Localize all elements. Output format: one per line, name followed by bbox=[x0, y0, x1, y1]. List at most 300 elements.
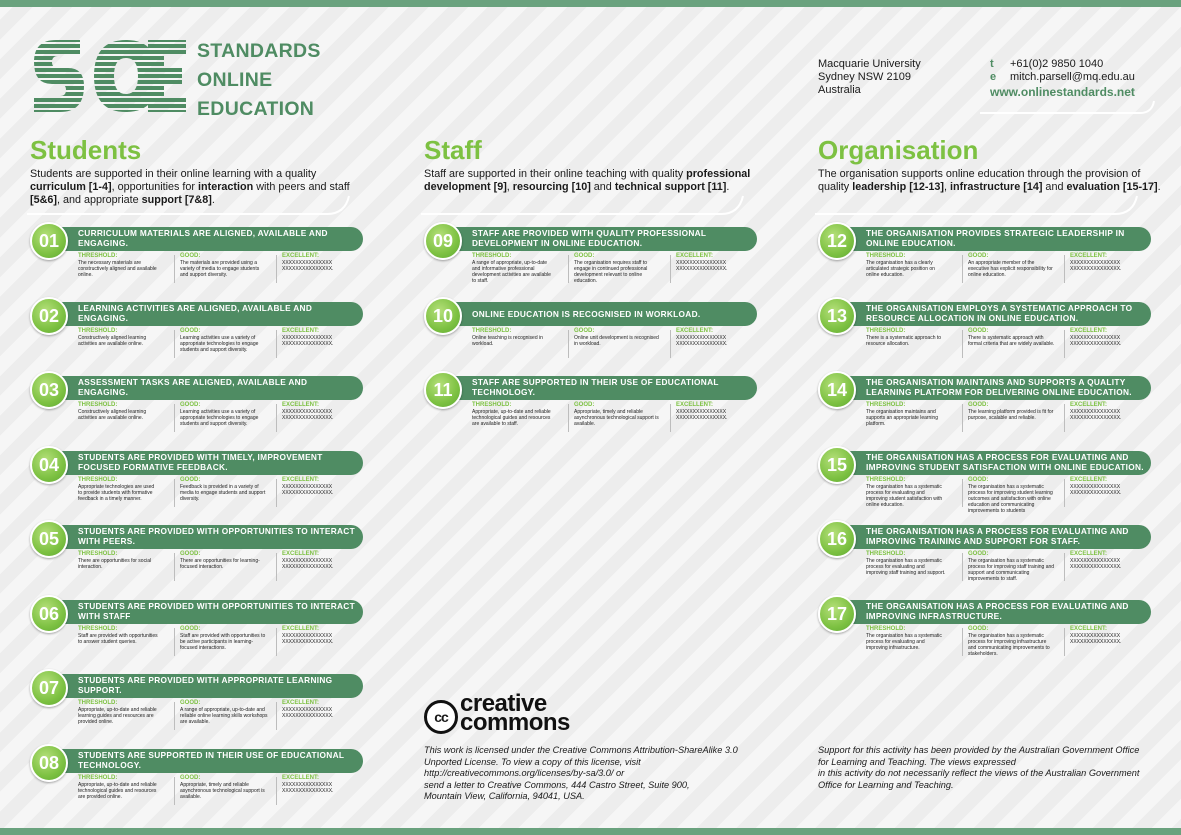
threshold-text: The organisation has a clearly articulated strategic position on online education. bbox=[866, 260, 935, 278]
intro-text: , opportunities for bbox=[111, 181, 199, 193]
good-label: GOOD: bbox=[180, 402, 201, 408]
good-level bbox=[574, 402, 662, 427]
threshold-label: THRESHOLD: bbox=[866, 551, 906, 557]
good-level bbox=[180, 328, 268, 353]
license-line: Mountain View, California, 94041, USA. bbox=[424, 791, 585, 801]
license-link[interactable]: http://creativecommons.org/licenses/by-sa/3.0/ or bbox=[424, 768, 625, 778]
section-intro bbox=[818, 168, 1163, 194]
excellent-level bbox=[282, 775, 352, 794]
good-label: GOOD: bbox=[968, 402, 989, 408]
good-label: GOOD: bbox=[180, 774, 201, 781]
good-level bbox=[968, 626, 1056, 657]
excellent-label: EXCELLENT: bbox=[1070, 327, 1108, 334]
header-curve-decoration bbox=[980, 95, 1160, 115]
standard-title: ONLINE EDUCATION IS RECOGNISED IN WORKLOAD. bbox=[472, 308, 701, 319]
support-line: for Learning and Teaching. The views expressed bbox=[818, 756, 1016, 767]
threshold-text: The organisation has a systematic process for evaluating and improving student satisfaction with online education. bbox=[866, 483, 943, 508]
excellent-level bbox=[282, 626, 352, 645]
good-text: The organisation has a systematic process for improving infrastructure and communicating improvements to stakeholders. bbox=[968, 632, 1050, 657]
threshold-label: THRESHOLD: bbox=[866, 327, 906, 334]
good-text: The organisation has a systematic process for improving staff training and support and communicating improvements to staff. bbox=[968, 558, 1055, 582]
standard-item bbox=[30, 225, 375, 293]
intro-text: . bbox=[726, 181, 730, 193]
threshold-text: Online teaching is recognised in workload. bbox=[472, 334, 543, 347]
standard-item bbox=[818, 300, 1163, 368]
cc-word: commons bbox=[460, 709, 570, 736]
section-heading: Staff bbox=[424, 135, 482, 165]
level-divider bbox=[174, 553, 175, 581]
excellent-label: EXCELLENT: bbox=[282, 253, 320, 259]
standard-title-bar bbox=[48, 749, 363, 773]
good-text: An appropriate member of the executive has explicit responsibility for online education. bbox=[968, 260, 1053, 278]
standard-title-bar bbox=[48, 525, 363, 549]
phone-number[interactable]: +61(0)2 9850 1040 bbox=[1010, 58, 1104, 70]
standard-title: LEARNING ACTIVITIES ARE ALIGNED, AVAILABLE AND ENGAGING. bbox=[78, 302, 313, 323]
level-divider bbox=[276, 702, 277, 730]
good-level bbox=[968, 477, 1056, 514]
good-level bbox=[180, 402, 268, 427]
good-label: GOOD: bbox=[180, 700, 201, 706]
excellent-level bbox=[282, 253, 352, 272]
standard-title-bar bbox=[836, 525, 1151, 549]
threshold-text: The necessary materials are constructively aligned and available online. bbox=[78, 260, 157, 278]
good-text: Appropriate, timely and reliable asynchronous technological support is available. bbox=[180, 781, 265, 800]
level-divider bbox=[568, 330, 569, 358]
intro-text: Students are supported in their online learning with a quality bbox=[30, 168, 317, 180]
good-text: Learning activities use a variety of appropriate technologies to engage students and support diversity. bbox=[180, 334, 259, 353]
address-line: Australia bbox=[818, 84, 861, 96]
level-divider bbox=[174, 777, 175, 805]
license-text bbox=[424, 745, 744, 803]
standard-title-bar bbox=[836, 376, 1151, 400]
section-intro bbox=[424, 168, 769, 194]
threshold-text: Appropriate, up-to-date and reliable technological guides and resources are provided online. bbox=[78, 781, 157, 800]
good-text: A range of appropriate, up-to-date and reliable online learning skills workshops are available. bbox=[180, 707, 268, 725]
intro-emphasis: resourcing [10] bbox=[512, 181, 591, 193]
good-label: GOOD: bbox=[968, 476, 989, 483]
excellent-text: XXXXXXXXXXXXXXX XXXXXXXXXXXXXXX. bbox=[676, 409, 728, 421]
threshold-level bbox=[78, 253, 158, 278]
good-label: GOOD: bbox=[574, 253, 595, 259]
support-line: Office for Learning and Teaching. bbox=[818, 779, 954, 790]
threshold-label: THRESHOLD: bbox=[78, 625, 118, 632]
good-level bbox=[180, 551, 268, 570]
intro-emphasis: technical support [11] bbox=[614, 181, 727, 193]
logo-line: ONLINE bbox=[197, 69, 273, 91]
threshold-level bbox=[866, 626, 946, 651]
standard-title: STUDENTS ARE SUPPORTED IN THEIR USE OF EDUCATIONAL TECHNOLOGY. bbox=[78, 749, 345, 770]
excellent-text: XXXXXXXXXXXXXXX XXXXXXXXXXXXXXX. bbox=[1070, 334, 1122, 347]
standard-item bbox=[30, 672, 375, 740]
excellent-text: XXXXXXXXXXXXXXX XXXXXXXXXXXXXXX. bbox=[282, 260, 334, 272]
standard-title-bar bbox=[48, 451, 363, 475]
intro-text: , bbox=[506, 181, 513, 193]
threshold-text: The organisation maintains and supports an appropriate learning platform. bbox=[866, 409, 938, 427]
address-line: Sydney NSW 2109 bbox=[818, 71, 911, 83]
level-divider bbox=[174, 479, 175, 507]
good-label: GOOD: bbox=[180, 253, 201, 259]
intro-text: and bbox=[590, 181, 615, 193]
good-text: Learning activities use a variety of appropriate technologies to engage students and support diversity. bbox=[180, 409, 259, 427]
intro-emphasis: support [7&8] bbox=[141, 194, 212, 206]
threshold-text: Appropriate, up-to-date and reliable technological guides and resources are available to staff. bbox=[472, 409, 551, 427]
level-divider bbox=[568, 404, 569, 432]
standard-number-badge: 05 bbox=[30, 520, 68, 558]
standard-title: CURRICULUM MATERIALS ARE ALIGNED, AVAILABLE AND ENGAGING. bbox=[78, 228, 328, 248]
standard-title-bar bbox=[836, 227, 1151, 251]
standard-number-badge: 09 bbox=[424, 222, 462, 260]
standard-item bbox=[424, 225, 769, 293]
excellent-text: XXXXXXXXXXXXXXX XXXXXXXXXXXXXXX. bbox=[282, 632, 334, 645]
threshold-text: Constructively aligned learning activities are available online. bbox=[78, 334, 147, 347]
standard-title: THE ORGANISATION HAS A PROCESS FOR EVALUATING AND IMPROVING INFRASTRUCTURE. bbox=[866, 600, 1129, 621]
excellent-level bbox=[1070, 253, 1140, 272]
level-divider bbox=[962, 330, 963, 358]
threshold-level bbox=[866, 253, 946, 278]
good-text: Online unit development is recognised in workload. bbox=[574, 334, 659, 347]
logo-line: EDUCATION bbox=[197, 98, 315, 120]
standard-number-badge: 08 bbox=[30, 744, 68, 782]
good-level bbox=[180, 477, 268, 502]
level-divider bbox=[174, 628, 175, 656]
excellent-text: XXXXXXXXXXXXXXX XXXXXXXXXXXXXXX. bbox=[1070, 409, 1122, 421]
good-label: GOOD: bbox=[574, 402, 595, 408]
intro-text: . bbox=[211, 194, 215, 206]
excellent-text: XXXXXXXXXXXXXXX XXXXXXXXXXXXXXX. bbox=[676, 260, 728, 272]
level-divider bbox=[276, 628, 277, 656]
threshold-label: THRESHOLD: bbox=[78, 551, 118, 557]
standard-number-badge: 01 bbox=[30, 222, 68, 260]
standard-item bbox=[30, 598, 375, 666]
standard-item bbox=[818, 374, 1163, 442]
excellent-level bbox=[282, 402, 352, 421]
level-divider bbox=[276, 255, 277, 283]
good-level bbox=[968, 328, 1056, 347]
standard-number-badge: 14 bbox=[818, 371, 856, 409]
excellent-text: XXXXXXXXXXXXXXX XXXXXXXXXXXXXXX. bbox=[1070, 483, 1122, 496]
logo-line: STANDARDS bbox=[197, 40, 321, 62]
bottom-accent-bar bbox=[0, 828, 1181, 835]
excellent-label: EXCELLENT: bbox=[1070, 253, 1108, 259]
threshold-text: The organisation has a systematic process for evaluating and improving infrastructure. bbox=[866, 632, 942, 651]
threshold-text: Appropriate technologies are used to provide students with formative feedback in a timely manner. bbox=[78, 483, 155, 502]
excellent-level bbox=[676, 328, 746, 347]
standard-title-bar bbox=[836, 600, 1151, 624]
top-accent-bar bbox=[0, 0, 1181, 7]
level-divider bbox=[174, 702, 175, 730]
email-key: e bbox=[990, 71, 997, 83]
threshold-label: THRESHOLD: bbox=[866, 476, 906, 483]
good-label: GOOD: bbox=[180, 551, 201, 557]
intro-text: , and appropriate bbox=[57, 194, 142, 206]
level-divider bbox=[962, 255, 963, 283]
excellent-label: EXCELLENT: bbox=[282, 476, 320, 483]
standard-title: THE ORGANISATION HAS A PROCESS FOR EVALUATING AND IMPROVING STUDENT SATISFACTION WITH ONLINE EDUCATION. bbox=[866, 451, 1144, 472]
intro-text: with peers and staff bbox=[253, 181, 350, 193]
threshold-level bbox=[78, 477, 158, 502]
good-level bbox=[180, 253, 268, 278]
standard-title: STUDENTS ARE PROVIDED WITH OPPORTUNITIES TO INTERACT WITH PEERS. bbox=[78, 526, 355, 546]
standard-number-badge: 11 bbox=[424, 371, 462, 409]
standard-number-badge: 06 bbox=[30, 595, 68, 633]
excellent-text: XXXXXXXXXXXXXXX XXXXXXXXXXXXXXX. bbox=[282, 558, 334, 570]
level-divider bbox=[962, 479, 963, 507]
level-divider bbox=[276, 553, 277, 581]
good-level bbox=[180, 775, 268, 800]
good-label: GOOD: bbox=[968, 551, 989, 557]
excellent-label: EXCELLENT: bbox=[1070, 402, 1108, 408]
threshold-text: Constructively aligned learning activities are available online. bbox=[78, 409, 147, 421]
good-label: GOOD: bbox=[180, 327, 201, 334]
level-divider bbox=[276, 404, 277, 432]
standard-title: THE ORGANISATION EMPLOYS A SYSTEMATIC APPROACH TO RESOURCE ALLOCATION IN ONLINE EDUCATION. bbox=[866, 302, 1133, 323]
intro-emphasis: [5&6] bbox=[30, 194, 57, 206]
standard-title-bar bbox=[442, 302, 757, 326]
cc-icon: cc bbox=[424, 700, 458, 734]
excellent-text: XXXXXXXXXXXXXXX XXXXXXXXXXXXXXX. bbox=[676, 334, 728, 347]
excellent-label: EXCELLENT: bbox=[282, 700, 320, 706]
standard-number-badge: 04 bbox=[30, 446, 68, 484]
good-text: Staff are provided with opportunities to be active participants in learning-focused interactions. bbox=[180, 632, 266, 651]
threshold-text: A range of appropriate, up-to-date and informative professional development activities are available to staff. bbox=[472, 260, 551, 284]
level-divider bbox=[670, 255, 671, 283]
good-label: GOOD: bbox=[180, 625, 201, 632]
good-level bbox=[180, 700, 268, 725]
excellent-text: XXXXXXXXXXXXXXX XXXXXXXXXXXXXXX. bbox=[282, 409, 334, 421]
good-text: The organisation has a systematic process for improving student learning outcomes and satisfaction with online education and communicating improvements to students bbox=[968, 483, 1053, 514]
good-text: The materials are provided using a variety of media to engage students and support diversity. bbox=[180, 260, 260, 278]
soe-logo bbox=[30, 38, 188, 114]
good-level bbox=[180, 626, 268, 651]
license-line: Unported License. To view a copy of this license, visit bbox=[424, 756, 641, 767]
standard-number-badge: 15 bbox=[818, 446, 856, 484]
standard-title: THE ORGANISATION HAS A PROCESS FOR EVALUATING AND IMPROVING TRAINING AND SUPPORT FOR STAFF. bbox=[866, 526, 1129, 546]
section-heading: Students bbox=[30, 135, 142, 165]
threshold-label: THRESHOLD: bbox=[472, 327, 512, 334]
standard-item bbox=[818, 225, 1163, 293]
intro-text: The organisation supports online education through the provision of quality bbox=[818, 168, 1141, 193]
intro-text: . bbox=[1157, 181, 1161, 193]
standard-title-bar bbox=[442, 376, 757, 400]
threshold-level bbox=[866, 551, 946, 576]
standard-title-bar bbox=[442, 227, 757, 251]
level-divider bbox=[1064, 330, 1065, 358]
level-divider bbox=[174, 255, 175, 283]
phone-key: t bbox=[990, 58, 994, 70]
threshold-label: THRESHOLD: bbox=[78, 402, 118, 408]
level-divider bbox=[1064, 404, 1065, 432]
standard-title: THE ORGANISATION PROVIDES STRATEGIC LEADERSHIP IN ONLINE EDUCATION. bbox=[866, 228, 1125, 248]
excellent-text: XXXXXXXXXXXXXXX XXXXXXXXXXXXXXX. bbox=[1070, 558, 1122, 570]
level-divider bbox=[1064, 479, 1065, 507]
threshold-text: There is a systematic approach to resource allocation. bbox=[866, 334, 942, 347]
threshold-level bbox=[866, 402, 946, 427]
standard-number-badge: 16 bbox=[818, 520, 856, 558]
excellent-text: XXXXXXXXXXXXXXX XXXXXXXXXXXXXXX. bbox=[282, 334, 334, 347]
standard-number-badge: 02 bbox=[30, 297, 68, 335]
threshold-level bbox=[78, 700, 158, 725]
threshold-level bbox=[866, 477, 946, 508]
threshold-label: THRESHOLD: bbox=[78, 476, 118, 483]
excellent-level bbox=[1070, 402, 1140, 421]
excellent-label: EXCELLENT: bbox=[676, 402, 714, 408]
intro-text: , bbox=[944, 181, 951, 193]
excellent-label: EXCELLENT: bbox=[282, 625, 320, 632]
good-label: GOOD: bbox=[968, 253, 989, 259]
intro-text: Staff are supported in their online teaching with quality bbox=[424, 168, 687, 180]
standard-number-badge: 17 bbox=[818, 595, 856, 633]
threshold-label: THRESHOLD: bbox=[78, 700, 118, 706]
good-text: The organisation requires staff to engage in continued professional development relevant to online education. bbox=[574, 260, 648, 284]
level-divider bbox=[670, 330, 671, 358]
intro-emphasis: curriculum [1-4] bbox=[30, 181, 112, 193]
excellent-level bbox=[1070, 477, 1140, 496]
threshold-label: THRESHOLD: bbox=[866, 402, 906, 408]
excellent-level bbox=[1070, 328, 1140, 347]
good-label: GOOD: bbox=[180, 476, 201, 483]
email-link[interactable]: mitch.parsell@mq.edu.au bbox=[1010, 71, 1135, 83]
excellent-text: XXXXXXXXXXXXXXX XXXXXXXXXXXXXXX. bbox=[282, 707, 334, 719]
standard-item bbox=[30, 747, 375, 815]
excellent-level bbox=[676, 402, 746, 421]
contact-block bbox=[990, 58, 1135, 99]
level-divider bbox=[276, 777, 277, 805]
standard-number-badge: 03 bbox=[30, 371, 68, 409]
excellent-label: EXCELLENT: bbox=[282, 551, 320, 557]
threshold-level bbox=[78, 328, 158, 347]
standard-title-bar bbox=[48, 227, 363, 251]
excellent-label: EXCELLENT: bbox=[676, 253, 714, 259]
excellent-text: XXXXXXXXXXXXXXX XXXXXXXXXXXXXXX. bbox=[282, 483, 334, 496]
good-label: GOOD: bbox=[574, 327, 595, 334]
excellent-label: EXCELLENT: bbox=[282, 402, 320, 408]
standard-title: STUDENTS ARE PROVIDED WITH TIMELY, IMPROVEMENT FOCUSED FORMATIVE FEEDBACK. bbox=[78, 451, 323, 472]
standard-title: ASSESSMENT TASKS ARE ALIGNED, AVAILABLE AND ENGAGING. bbox=[78, 377, 308, 397]
excellent-level bbox=[676, 253, 746, 272]
excellent-level bbox=[282, 477, 352, 496]
excellent-text: XXXXXXXXXXXXXXX XXXXXXXXXXXXXXX. bbox=[1070, 260, 1122, 272]
good-level bbox=[574, 253, 662, 284]
standard-item bbox=[818, 598, 1163, 666]
good-level bbox=[968, 551, 1056, 582]
threshold-level bbox=[472, 253, 552, 284]
standard-number-badge: 10 bbox=[424, 297, 462, 335]
level-divider bbox=[962, 404, 963, 432]
excellent-label: EXCELLENT: bbox=[1070, 476, 1108, 483]
standard-title: THE ORGANISATION MAINTAINS AND SUPPORTS A QUALITY LEARNING PLATFORM FOR DELIVERING ONLINE EDUCATION. bbox=[866, 377, 1132, 397]
standard-item bbox=[424, 300, 769, 368]
standard-title-bar bbox=[836, 451, 1151, 475]
threshold-level bbox=[472, 402, 552, 427]
good-text: There is systematic approach with formal criteria that are widely available. bbox=[968, 334, 1055, 347]
standard-item bbox=[424, 374, 769, 442]
support-line: in this activity do not necessarily reflect the views of the Australian Government bbox=[818, 768, 1140, 778]
staff-column bbox=[424, 135, 769, 427]
intro-emphasis: leadership [12-13] bbox=[852, 181, 945, 193]
standard-title-bar bbox=[48, 302, 363, 326]
license-line: send a letter to Creative Commons, 444 Castro Street, Suite 900, bbox=[424, 779, 690, 790]
address-line: Macquarie University bbox=[818, 58, 921, 70]
standard-item bbox=[818, 523, 1163, 591]
standard-title: STUDENTS ARE PROVIDED WITH OPPORTUNITIES TO INTERACT WITH STAFF bbox=[78, 600, 355, 621]
standard-number-badge: 07 bbox=[30, 669, 68, 707]
section-intro bbox=[30, 168, 375, 207]
license-line: This work is licensed under the Creative Commons Attribution-ShareAlike 3.0 bbox=[424, 745, 738, 755]
excellent-level bbox=[1070, 626, 1140, 645]
level-divider bbox=[1064, 255, 1065, 283]
threshold-label: THRESHOLD: bbox=[866, 625, 906, 632]
support-statement bbox=[818, 745, 1148, 791]
intro-emphasis: evaluation [15-17] bbox=[1066, 181, 1158, 193]
address bbox=[818, 58, 921, 97]
excellent-label: EXCELLENT: bbox=[1070, 551, 1108, 557]
standard-title-bar bbox=[48, 600, 363, 624]
threshold-text: The organisation has a systematic process for evaluating and improving staff training and support. bbox=[866, 558, 946, 576]
level-divider bbox=[174, 330, 175, 358]
threshold-level bbox=[78, 626, 158, 645]
cc-word: creative bbox=[460, 690, 547, 717]
standard-item bbox=[818, 449, 1163, 517]
level-divider bbox=[670, 404, 671, 432]
excellent-level bbox=[282, 328, 352, 347]
standard-item bbox=[30, 523, 375, 591]
support-line: Support for this activity has been provided by the Australian Government Office bbox=[818, 745, 1140, 755]
level-divider bbox=[276, 330, 277, 358]
threshold-label: THRESHOLD: bbox=[472, 253, 512, 259]
excellent-label: EXCELLENT: bbox=[282, 327, 320, 334]
threshold-level bbox=[866, 328, 946, 347]
good-text: Feedback is provided in a variety of media to engage students and support diversity. bbox=[180, 483, 266, 502]
level-divider bbox=[962, 628, 963, 656]
threshold-level bbox=[472, 328, 552, 347]
excellent-label: EXCELLENT: bbox=[282, 774, 320, 781]
threshold-label: THRESHOLD: bbox=[78, 253, 118, 259]
standard-item bbox=[30, 300, 375, 368]
standard-title: STUDENTS ARE PROVIDED WITH APPROPRIATE LEARNING SUPPORT. bbox=[78, 675, 333, 695]
intro-emphasis: interaction bbox=[198, 181, 254, 193]
students-column bbox=[30, 135, 375, 800]
standard-number-badge: 12 bbox=[818, 222, 856, 260]
threshold-label: THRESHOLD: bbox=[866, 253, 906, 259]
creative-commons-logo bbox=[424, 690, 604, 736]
intro-text: and bbox=[1042, 181, 1067, 193]
standard-title: STAFF ARE PROVIDED WITH QUALITY PROFESSIONAL DEVELOPMENT IN ONLINE EDUCATION. bbox=[472, 228, 707, 248]
website-link[interactable]: www.onlinestandards.net bbox=[990, 85, 1135, 99]
threshold-level bbox=[78, 551, 158, 570]
section-heading: Organisation bbox=[818, 135, 979, 165]
standard-title-bar bbox=[48, 674, 363, 698]
intro-emphasis: professional development [9] bbox=[424, 168, 751, 193]
level-divider bbox=[174, 404, 175, 432]
good-text: There are opportunities for learning-focused interaction. bbox=[180, 558, 260, 570]
level-divider bbox=[568, 255, 569, 283]
good-level bbox=[968, 253, 1056, 278]
excellent-level bbox=[282, 700, 352, 719]
level-divider bbox=[1064, 553, 1065, 581]
intro-emphasis: infrastructure [14] bbox=[950, 181, 1043, 193]
standard-title: STAFF ARE SUPPORTED IN THEIR USE OF EDUCATIONAL TECHNOLOGY. bbox=[472, 377, 719, 397]
good-label: GOOD: bbox=[968, 625, 989, 632]
standard-number-badge: 13 bbox=[818, 297, 856, 335]
threshold-level bbox=[78, 775, 158, 800]
standard-title-bar bbox=[836, 302, 1151, 326]
level-divider bbox=[276, 479, 277, 507]
excellent-level bbox=[282, 551, 352, 570]
excellent-text: XXXXXXXXXXXXXXX XXXXXXXXXXXXXXX. bbox=[1070, 632, 1122, 645]
level-divider bbox=[962, 553, 963, 581]
threshold-text: Staff are provided with opportunities to answer student queries. bbox=[78, 632, 158, 645]
good-label: GOOD: bbox=[968, 327, 989, 334]
